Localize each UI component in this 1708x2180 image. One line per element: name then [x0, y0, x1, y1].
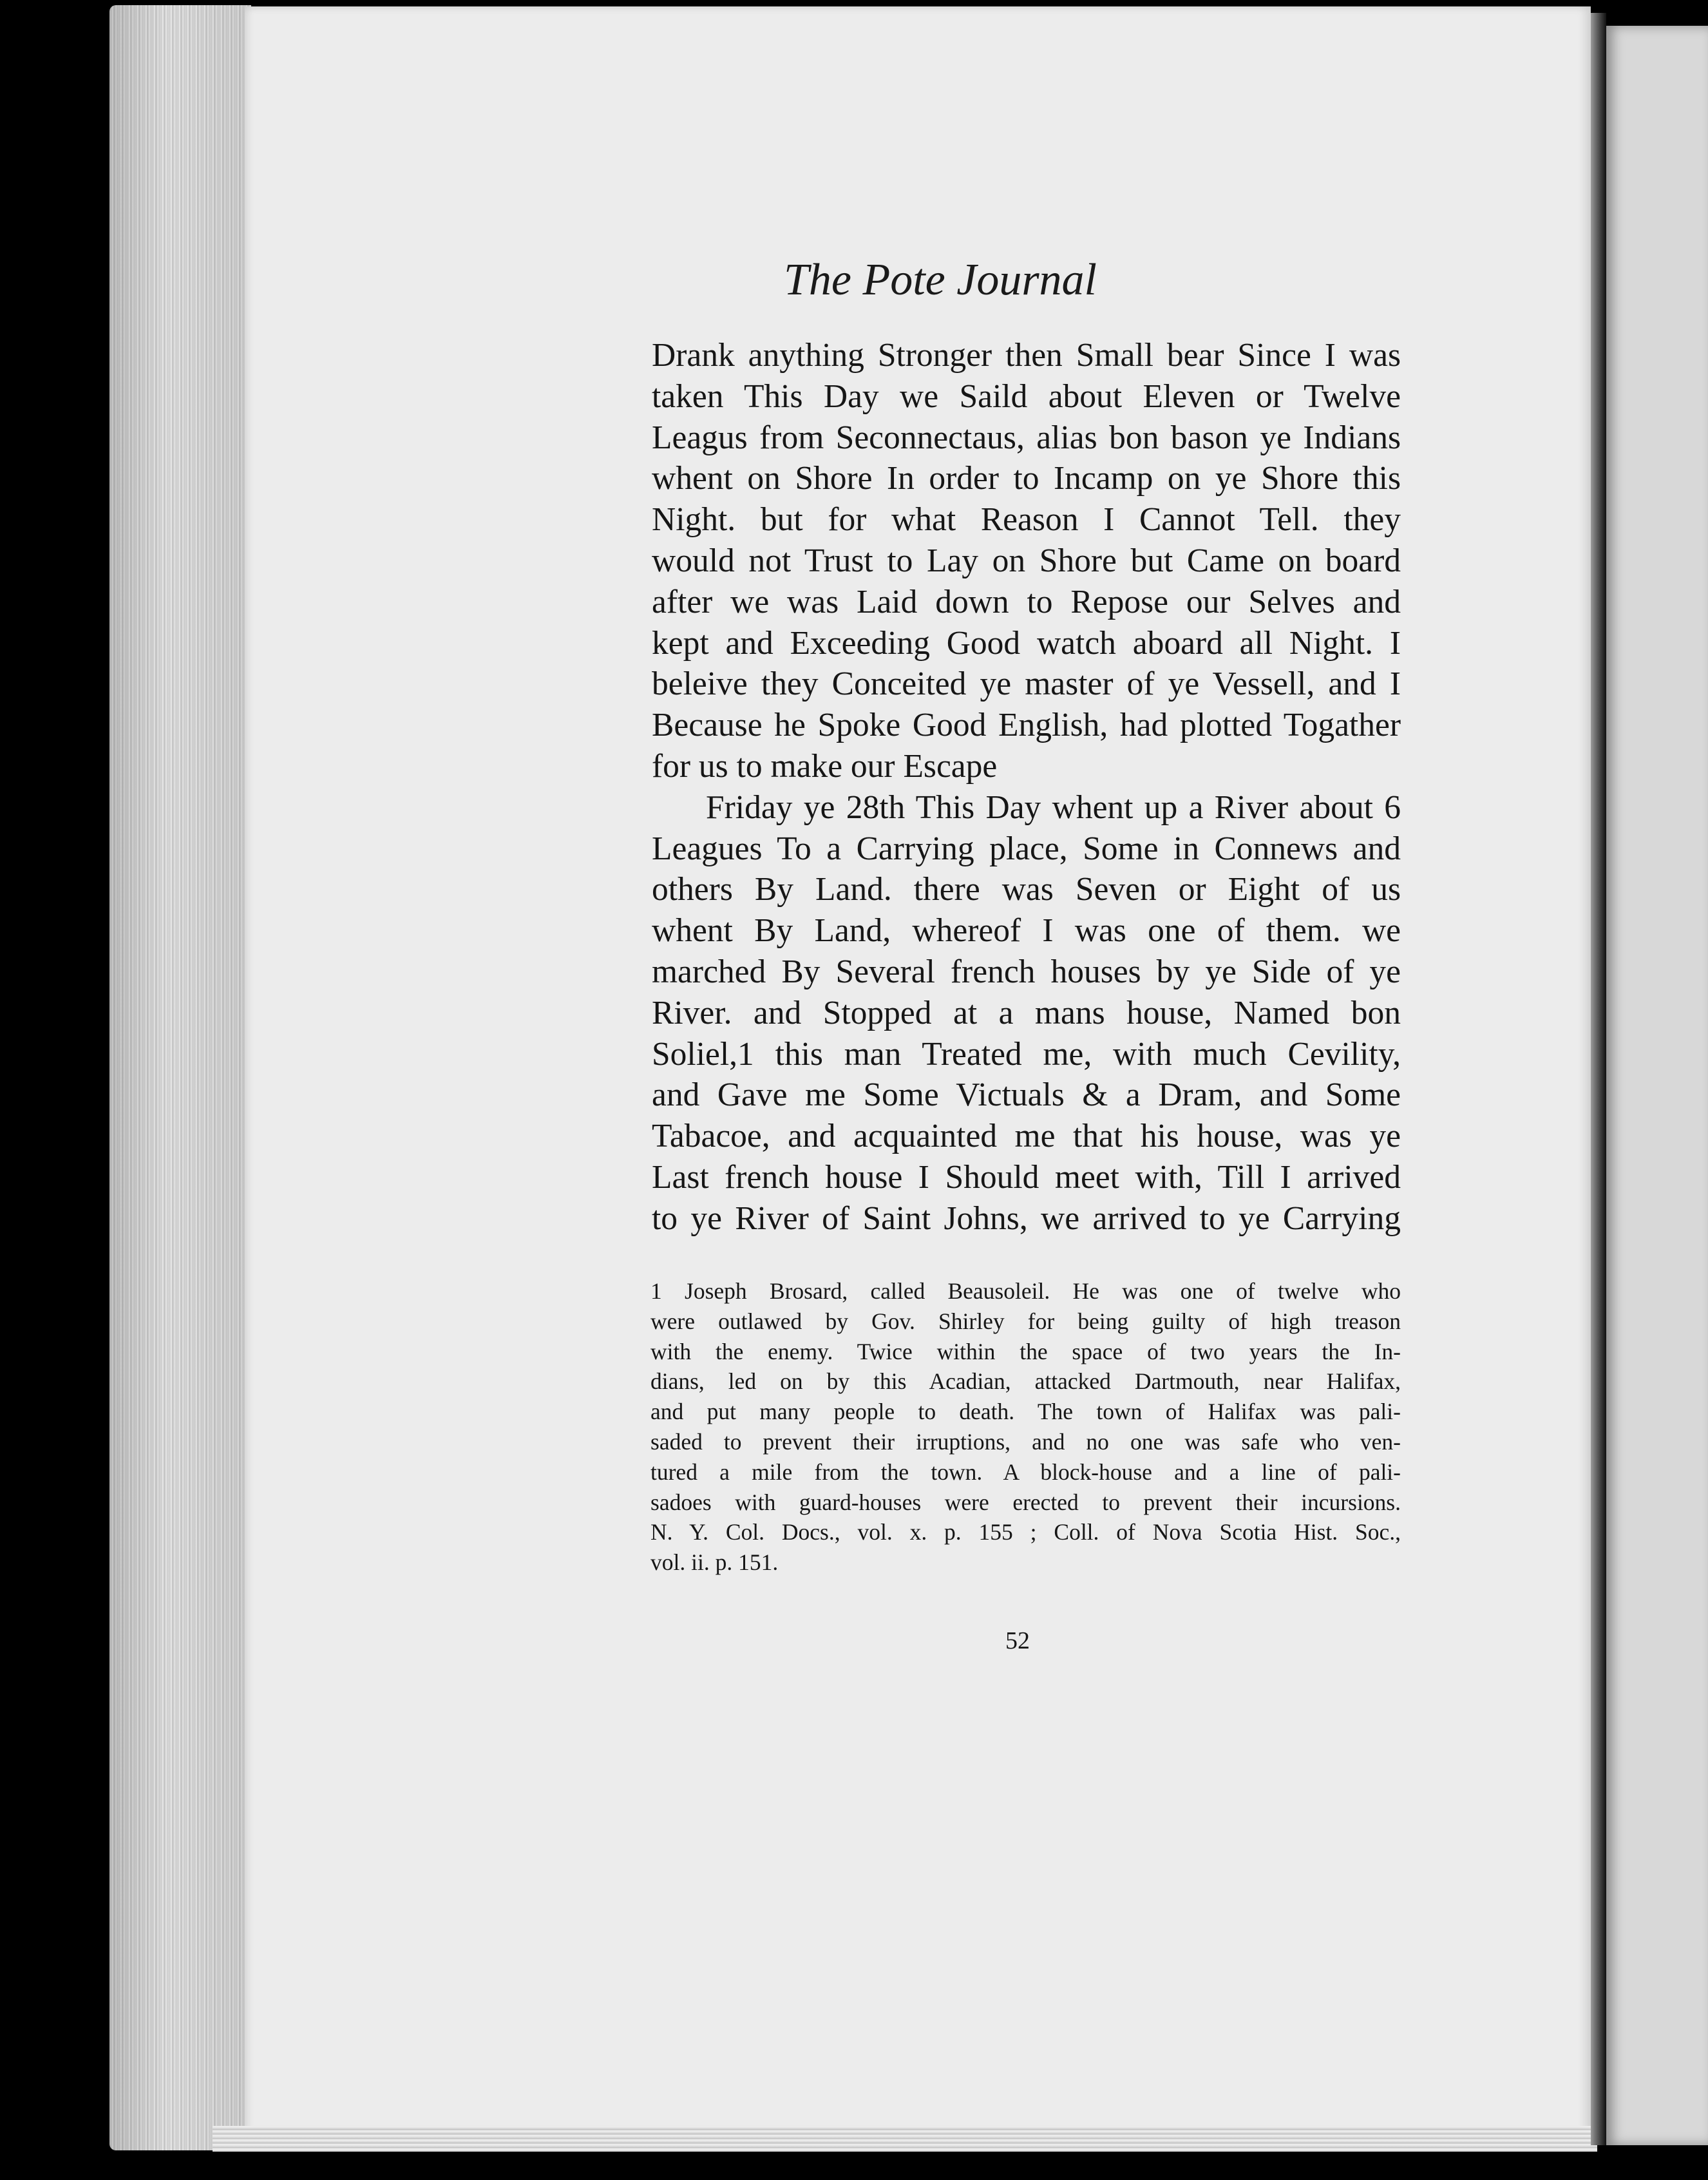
body-line: for us to make our Escape: [652, 747, 998, 785]
footnote-line: dians, led on by this Acadian, attacked Dartmouth, near Halifax,: [650, 1368, 1401, 1395]
body-line: Night. but for what Reason I Cannot Tell. they: [652, 501, 1401, 539]
body-line: Last french house I Should meet with, Till I arrived: [652, 1158, 1401, 1196]
body-line: River. and Stopped at a mans house, Named bon: [652, 994, 1401, 1031]
body-line: whent By Land, whereof I was one of them. we: [652, 912, 1401, 950]
footnote-line: tured a mile from the town. A block-house and a line of pali-: [650, 1458, 1401, 1485]
footnote-line: sadoes with guard-houses were erected to prevent their incursions.: [650, 1489, 1401, 1515]
body-line: Leagues To a Carrying place, Some in Connews and: [652, 830, 1401, 867]
footnote-line: saded to prevent their irruptions, and no one was safe who ven-: [650, 1428, 1401, 1455]
footnote-line: 1 Joseph Brosard, called Beausoleil. He was one of twelve who: [650, 1278, 1401, 1304]
body-line: kept and Exceeding Good watch aboard all Night. I: [652, 624, 1401, 662]
body-text: [652, 335, 1401, 1239]
footnote: [650, 1276, 1401, 1578]
body-line: whent on Shore In order to Incamp on ye Shore this: [652, 460, 1401, 497]
body-line: Drank anything Stronger then Small bear Since I was: [652, 337, 1401, 374]
body-line: beleive they Conceited ye master of ye Vessell, and I: [652, 665, 1401, 703]
page-bottom-edge: [213, 2126, 1597, 2152]
page-edges: [109, 5, 251, 2150]
footnote-line: were outlawed by Gov. Shirley for being guilty of high treason: [650, 1308, 1401, 1334]
facing-page-edge: [1606, 26, 1708, 2145]
footnote-line: with the enemy. Twice within the space of two years the In-: [650, 1338, 1401, 1364]
body-line: Tabacoe, and acquainted me that his house, was ye: [652, 1118, 1401, 1155]
body-line: Leagus from Seconnectaus, alias bon bason ye Indians: [652, 419, 1401, 456]
footnote-line: and put many people to death. The town of Halifax was pali-: [650, 1399, 1401, 1425]
body-line: Soliel,1 this man Treated me, with much Cevility,: [652, 1035, 1401, 1073]
body-line: and Gave me Some Victuals & a Dram, and Some: [652, 1076, 1401, 1114]
page-number: 52: [1005, 1627, 1030, 1654]
body-line: Friday ye 28th This Day whent up a River about 6: [706, 789, 1401, 826]
body-line: would not Trust to Lay on Shore but Came on board: [652, 542, 1401, 579]
body-line: others By Land. there was Seven or Eight of us: [652, 871, 1401, 908]
body-line: Because he Spoke Good English, had plotted Togather: [652, 707, 1401, 744]
footnote-line: N. Y. Col. Docs., vol. x. p. 155 ; Coll. of Nova Scotia Hist. Soc.,: [650, 1519, 1401, 1545]
body-line: taken This Day we Saild about Eleven or Twelve: [652, 378, 1401, 415]
running-head: The Pote Journal: [783, 255, 1097, 305]
body-line: to ye River of Saint Johns, we arrived to ye Carrying: [652, 1200, 1401, 1237]
body-line: after we was Laid down to Repose our Selves and: [652, 583, 1401, 620]
body-line: marched By Several french houses by ye Side of ye: [652, 953, 1401, 990]
footnote-line: vol. ii. p. 151.: [650, 1549, 779, 1576]
book-gutter: [1591, 13, 1606, 2145]
